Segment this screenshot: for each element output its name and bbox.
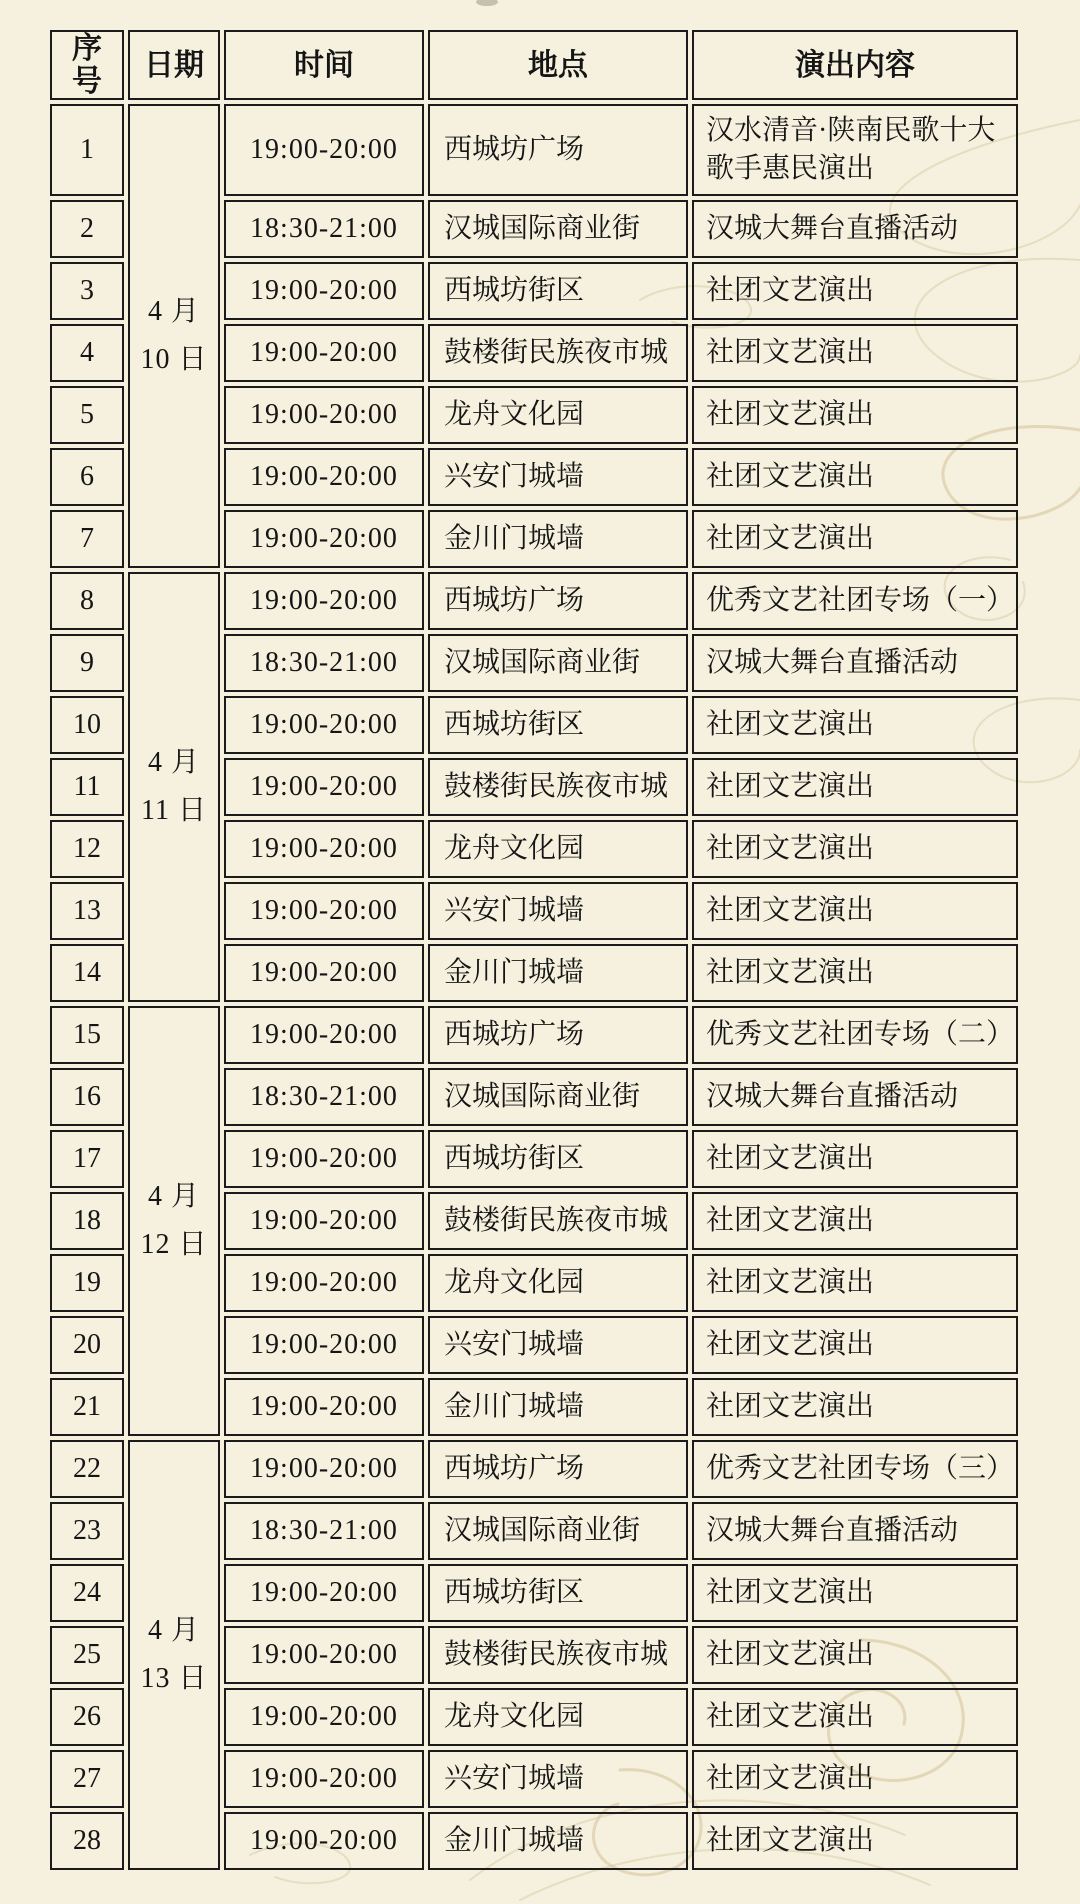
- time-cell: 19:00-20:00: [224, 1316, 424, 1374]
- content-cell: 社团文艺演出: [692, 324, 1018, 382]
- content-cell: 社团文艺演出: [692, 820, 1018, 878]
- place-cell: 西城坊广场: [428, 1440, 688, 1498]
- place-cell: 西城坊广场: [428, 104, 688, 196]
- time-cell: 19:00-20:00: [224, 1254, 424, 1312]
- date-cell: [128, 1006, 220, 1436]
- content-cell: 优秀文艺社团专场（三）: [692, 1440, 1018, 1498]
- header-date: 日期: [128, 30, 220, 100]
- seq-cell: 9: [50, 634, 124, 692]
- content-cell: 社团文艺演出: [692, 944, 1018, 1002]
- seq-cell: 10: [50, 696, 124, 754]
- seq-cell: 28: [50, 1812, 124, 1870]
- date-line: 4 月: [147, 747, 200, 779]
- date-line: 4 月: [147, 1615, 200, 1647]
- date-line: 4 月: [147, 296, 200, 328]
- header-content: 演出内容: [692, 30, 1018, 100]
- time-cell: 19:00-20:00: [224, 758, 424, 816]
- seq-cell: 12: [50, 820, 124, 878]
- date-cell: [128, 572, 220, 1002]
- content-cell: 优秀文艺社团专场（二）: [692, 1006, 1018, 1064]
- date-cell: [128, 1440, 220, 1870]
- header-seq: [50, 30, 124, 100]
- place-cell: 龙舟文化园: [428, 386, 688, 444]
- seq-cell: 6: [50, 448, 124, 506]
- place-cell: 兴安门城墙: [428, 1316, 688, 1374]
- date-line: 13 日: [140, 1663, 208, 1694]
- header-seq-label: 序号: [72, 32, 102, 98]
- place-cell: 金川门城墙: [428, 510, 688, 568]
- time-cell: 19:00-20:00: [224, 1378, 424, 1436]
- place-cell: 汉城国际商业街: [428, 1068, 688, 1126]
- date-cell: [128, 104, 220, 568]
- time-cell: 19:00-20:00: [224, 1750, 424, 1808]
- header-time: 时间: [224, 30, 424, 100]
- seq-cell: 1: [50, 104, 124, 196]
- content-cell: 社团文艺演出: [692, 262, 1018, 320]
- seq-cell: 25: [50, 1626, 124, 1684]
- content-cell: 社团文艺演出: [692, 696, 1018, 754]
- time-cell: 19:00-20:00: [224, 104, 424, 196]
- seq-cell: 11: [50, 758, 124, 816]
- place-cell: 金川门城墙: [428, 1378, 688, 1436]
- content-cell: 社团文艺演出: [692, 1254, 1018, 1312]
- time-cell: 19:00-20:00: [224, 696, 424, 754]
- content-cell: 汉城大舞台直播活动: [692, 634, 1018, 692]
- content-cell: 社团文艺演出: [692, 758, 1018, 816]
- content-cell: 汉城大舞台直播活动: [692, 1502, 1018, 1560]
- place-cell: 西城坊广场: [428, 572, 688, 630]
- seq-cell: 4: [50, 324, 124, 382]
- time-cell: 19:00-20:00: [224, 944, 424, 1002]
- time-cell: 19:00-20:00: [224, 1006, 424, 1064]
- seq-cell: 7: [50, 510, 124, 568]
- seq-cell: 16: [50, 1068, 124, 1126]
- place-cell: 金川门城墙: [428, 944, 688, 1002]
- place-cell: 龙舟文化园: [428, 1254, 688, 1312]
- place-cell: 兴安门城墙: [428, 448, 688, 506]
- place-cell: 金川门城墙: [428, 1812, 688, 1870]
- content-cell: 社团文艺演出: [692, 1130, 1018, 1188]
- time-cell: 19:00-20:00: [224, 1688, 424, 1746]
- time-cell: 19:00-20:00: [224, 1564, 424, 1622]
- place-cell: 西城坊街区: [428, 1130, 688, 1188]
- seq-cell: 26: [50, 1688, 124, 1746]
- content-cell: 社团文艺演出: [692, 1626, 1018, 1684]
- header-place: 地点: [428, 30, 688, 100]
- time-cell: 18:30-21:00: [224, 200, 424, 258]
- seq-cell: 2: [50, 200, 124, 258]
- place-cell: 西城坊广场: [428, 1006, 688, 1064]
- seq-cell: 5: [50, 386, 124, 444]
- place-cell: 西城坊街区: [428, 1564, 688, 1622]
- schedule-row: [50, 572, 1018, 630]
- seq-cell: 13: [50, 882, 124, 940]
- place-cell: 龙舟文化园: [428, 1688, 688, 1746]
- place-cell: 汉城国际商业街: [428, 200, 688, 258]
- cropped-text-remnant: [476, 0, 498, 6]
- schedule-body: [50, 104, 1018, 1870]
- schedule-table: [46, 26, 1022, 1874]
- time-cell: 19:00-20:00: [224, 510, 424, 568]
- seq-cell: 27: [50, 1750, 124, 1808]
- schedule-row: [50, 1440, 1018, 1498]
- date-line: 10 日: [140, 344, 208, 375]
- content-cell: 社团文艺演出: [692, 1564, 1018, 1622]
- seq-cell: 23: [50, 1502, 124, 1560]
- content-cell: 社团文艺演出: [692, 1192, 1018, 1250]
- time-cell: 19:00-20:00: [224, 820, 424, 878]
- content-cell: 社团文艺演出: [692, 1750, 1018, 1808]
- seq-cell: 14: [50, 944, 124, 1002]
- seq-cell: 24: [50, 1564, 124, 1622]
- content-cell: 社团文艺演出: [692, 1378, 1018, 1436]
- place-cell: 鼓楼街民族夜市城: [428, 1192, 688, 1250]
- place-cell: 兴安门城墙: [428, 882, 688, 940]
- time-cell: 18:30-21:00: [224, 634, 424, 692]
- content-cell: 社团文艺演出: [692, 510, 1018, 568]
- seq-cell: 18: [50, 1192, 124, 1250]
- content-cell: 社团文艺演出: [692, 448, 1018, 506]
- schedule-row: [50, 104, 1018, 196]
- time-cell: 19:00-20:00: [224, 1192, 424, 1250]
- place-cell: 鼓楼街民族夜市城: [428, 1626, 688, 1684]
- seq-cell: 15: [50, 1006, 124, 1064]
- time-cell: 19:00-20:00: [224, 262, 424, 320]
- content-cell: 社团文艺演出: [692, 386, 1018, 444]
- time-cell: 19:00-20:00: [224, 1812, 424, 1870]
- content-cell: 社团文艺演出: [692, 1688, 1018, 1746]
- seq-cell: 19: [50, 1254, 124, 1312]
- date-line: 4 月: [147, 1181, 200, 1213]
- place-cell: 汉城国际商业街: [428, 634, 688, 692]
- time-cell: 19:00-20:00: [224, 1130, 424, 1188]
- content-cell: 社团文艺演出: [692, 882, 1018, 940]
- seq-cell: 3: [50, 262, 124, 320]
- content-cell: 汉城大舞台直播活动: [692, 200, 1018, 258]
- content-cell: 社团文艺演出: [692, 1812, 1018, 1870]
- time-cell: 19:00-20:00: [224, 1440, 424, 1498]
- seq-cell: 8: [50, 572, 124, 630]
- time-cell: 19:00-20:00: [224, 1626, 424, 1684]
- seq-cell: 17: [50, 1130, 124, 1188]
- time-cell: 18:30-21:00: [224, 1502, 424, 1560]
- place-cell: 鼓楼街民族夜市城: [428, 324, 688, 382]
- content-cell: 优秀文艺社团专场（一）: [692, 572, 1018, 630]
- seq-cell: 20: [50, 1316, 124, 1374]
- place-cell: 西城坊街区: [428, 262, 688, 320]
- time-cell: 19:00-20:00: [224, 572, 424, 630]
- seq-cell: 22: [50, 1440, 124, 1498]
- time-cell: 19:00-20:00: [224, 882, 424, 940]
- place-cell: 兴安门城墙: [428, 1750, 688, 1808]
- content-cell: 社团文艺演出: [692, 1316, 1018, 1374]
- time-cell: 19:00-20:00: [224, 448, 424, 506]
- time-cell: 19:00-20:00: [224, 324, 424, 382]
- date-line: 11 日: [141, 795, 207, 826]
- time-cell: 18:30-21:00: [224, 1068, 424, 1126]
- place-cell: 龙舟文化园: [428, 820, 688, 878]
- content-cell: 汉水清音·陕南民歌十大歌手惠民演出: [692, 104, 1018, 196]
- time-cell: 19:00-20:00: [224, 386, 424, 444]
- seq-cell: 21: [50, 1378, 124, 1436]
- content-cell: 汉城大舞台直播活动: [692, 1068, 1018, 1126]
- place-cell: 汉城国际商业街: [428, 1502, 688, 1560]
- header-row: [50, 30, 1018, 100]
- schedule-row: [50, 1006, 1018, 1064]
- date-line: 12 日: [140, 1229, 208, 1260]
- place-cell: 西城坊街区: [428, 696, 688, 754]
- place-cell: 鼓楼街民族夜市城: [428, 758, 688, 816]
